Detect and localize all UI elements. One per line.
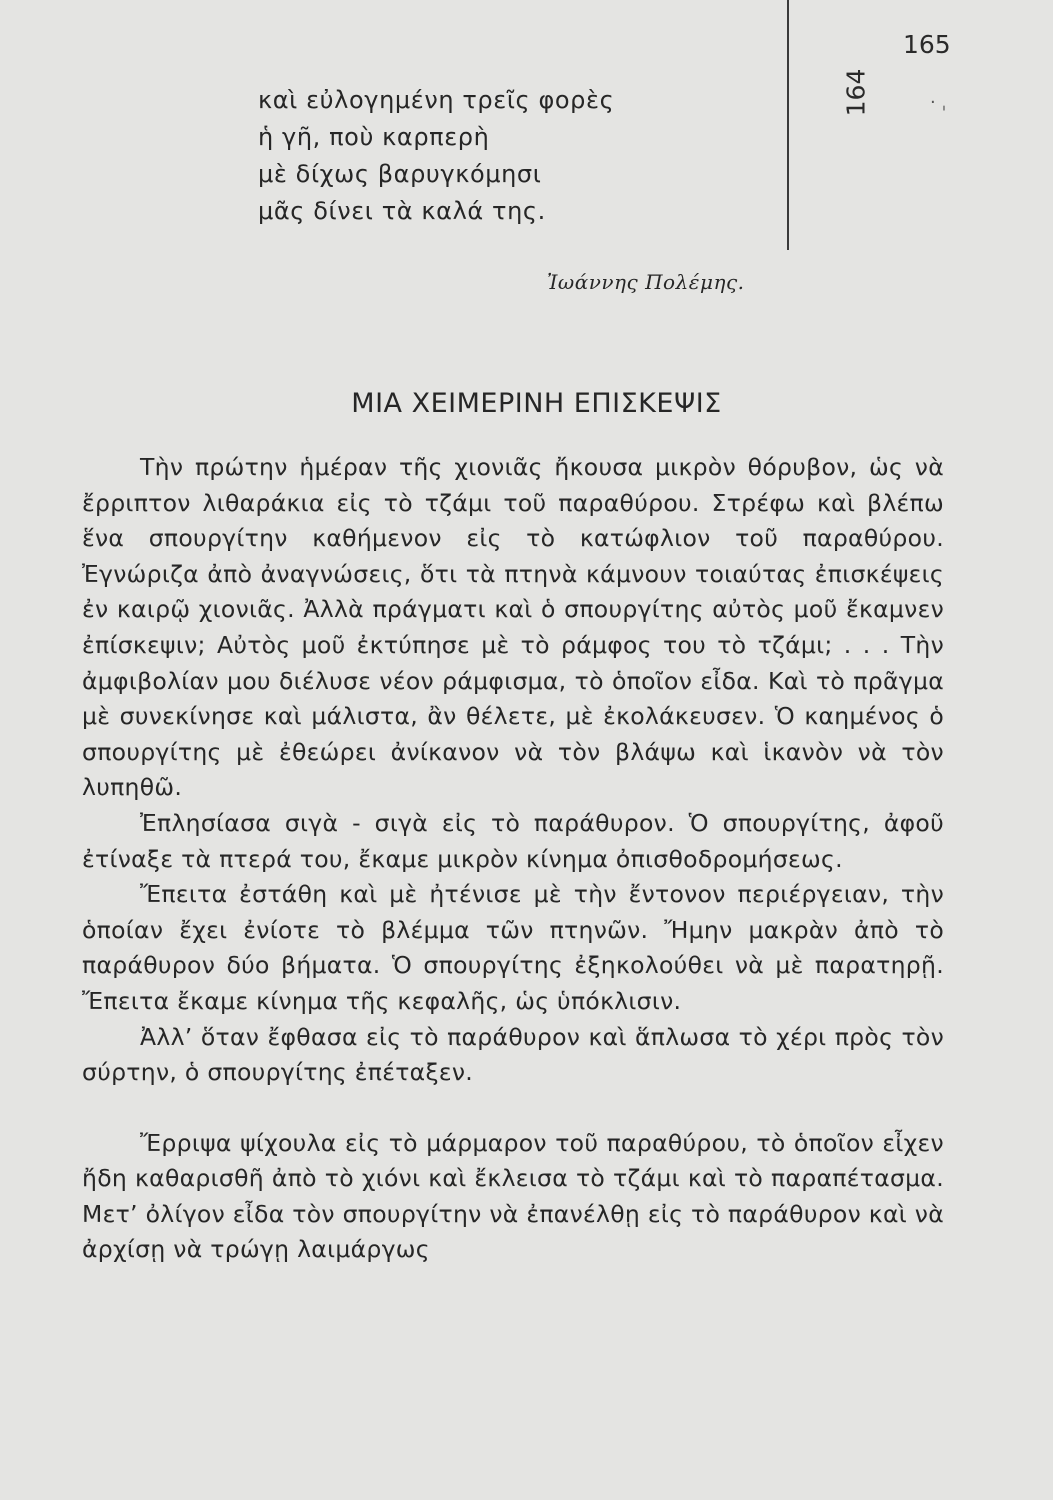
stray-mark: · ˌ bbox=[930, 92, 947, 113]
paragraph: Ἐπλησίασα σιγὰ - σιγὰ εἰς τὸ παράθυρον. Ὁ σπουργίτης, ἀφοῦ ἐτίναξε τὰ πτερά του, ἔκαμε μικρὸν κίνημα ὀπισθοδρομήσεως. bbox=[82, 808, 944, 873]
paragraph: Ἔρριψα ψίχουλα εἰς τὸ μάρμαρον τοῦ παραθύρου, τὸ ὁποῖον εἶχεν ἤδη καθαρισθῆ ἀπὸ τὸ χιόνι καὶ ἔκλεισα τὸ τζάμι καὶ τὸ παραπέτασμα. Μετ’ ὀλίγον εἶδα τὸν σπουργίτην νὰ ἐπανέλθῃ εἰς τὸ παράθυρον καὶ νὰ ἀρχίσῃ νὰ τρώγῃ λαιμάργως bbox=[82, 1128, 944, 1264]
paragraph: Ἀλλ’ ὅταν ἔφθασα εἰς τὸ παράθυρον καὶ ἅπλωσα τὸ χέρι πρὸς τὸν σύρτην, ὁ σπουργίτης ἐπέταξεν. bbox=[82, 1022, 944, 1087]
article-body bbox=[82, 450, 944, 1268]
poem-author: Ἰωάννης Πολέμης. bbox=[547, 270, 745, 294]
article-title: ΜΙΑ ΧΕΙΜΕΡΙΝΗ ΕΠΙΣΚΕΨΙΣ bbox=[351, 388, 722, 419]
poem-line: μὲ δίχως βαρυγκόμησι bbox=[258, 160, 542, 188]
poem-line: μᾶς δίνει τὰ καλά της. bbox=[258, 197, 546, 225]
rotated-page-number: 164 bbox=[841, 68, 871, 117]
page-number: 165 bbox=[903, 30, 951, 59]
poem bbox=[258, 82, 614, 230]
margin-rule bbox=[787, 0, 789, 250]
poem-line: καὶ εὐλογημένη τρεῖς φορὲς bbox=[258, 86, 615, 114]
paragraph: Ἔπειτα ἐστάθη καὶ μὲ ἠτένισε μὲ τὴν ἔντονον περιέργειαν, τὴν ὁποίαν ἔχει ἐνίοτε τὸ βλέμμα τῶν πτηνῶν. Ἤμην μακρὰν ἀπὸ τὸ παράθυρον δύο βήματα. Ὁ σπουργίτης ἐξηκολούθει νὰ μὲ παρατηρῇ. Ἔπειτα ἔκαμε κίνημα τῆς κεφαλῆς, ὡς ὑπόκλισιν. bbox=[82, 880, 944, 1015]
paragraph: Τὴν πρώτην ἡμέραν τῆς χιονιᾶς ἤκουσα μικρὸν θόρυβον, ὡς νὰ ἔρριπτον λιθαράκια εἰς τὸ τζάμι τοῦ παραθύρου. Στρέφω καὶ βλέπω ἕνα σπουργίτην καθήμενον εἰς τὸ κατώφλιον τοῦ παραθύρου. Ἐγνώριζα ἀπὸ ἀναγνώσεις, ὅτι τὰ πτηνὰ κάμνουν τοιαύτας ἐπισκέψεις ἐν καιρῷ χιονιᾶς. Ἀλλὰ πράγματι καὶ ὁ σπουργίτης αὐτὸς μοῦ ἔκαμνεν ἐπίσκεψιν; Αὐτὸς μοῦ ἐκτύπησε μὲ τὸ ράμφος του τὸ τζάμι; . . . Τὴν ἀμφιβολίαν μου διέλυσε νέον ράμφισμα, τὸ ὁποῖον εἶδα. Καὶ τὸ πρᾶγμα μὲ συνεκίνησε καὶ μάλιστα, ἂν θέλετε, μὲ ἐκολάκευσεν. Ὁ καημένος ὁ σπουργίτης μὲ ἐθεώρει ἀνίκανον νὰ τὸν βλάψω καὶ ἱκανὸν νὰ τὸν λυπηθῶ. bbox=[82, 453, 944, 802]
poem-line: ἡ γῆ, ποὺ καρπερὴ bbox=[258, 123, 490, 151]
